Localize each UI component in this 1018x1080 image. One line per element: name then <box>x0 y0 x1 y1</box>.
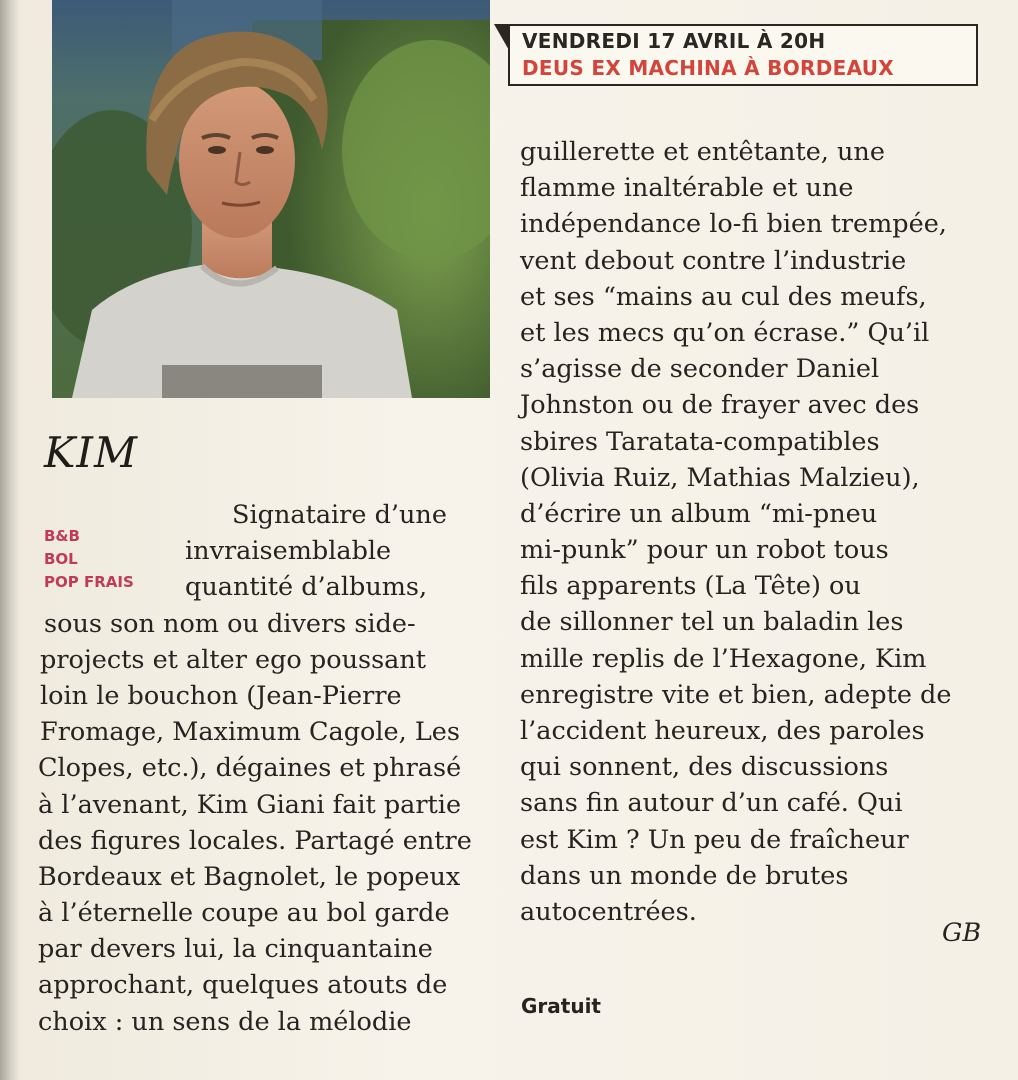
text-line: fils apparents (La Tête) ou <box>520 571 861 602</box>
text-line: l’accident heureux, des paroles <box>520 716 925 746</box>
text-line: est Kim ? Un peu de fraîcheur <box>520 824 909 855</box>
text-line: et ses “mains au cul des meufs, <box>520 281 927 312</box>
text-line: invraisemblable <box>185 536 392 567</box>
text-line: à l’éternelle coupe au bol garde <box>38 898 450 929</box>
text-line: autocentrées. <box>520 896 697 927</box>
text-line: sous son nom ou divers side- <box>44 608 416 639</box>
text-line: mi-punk” pour un robot tous <box>520 535 889 566</box>
text-line: d’écrire un album “mi-pneu <box>520 498 878 529</box>
genre-tag: BOL <box>44 550 78 568</box>
author-signature: GB <box>942 918 982 948</box>
text-line: sbires Taratata-compatibles <box>520 426 880 457</box>
text-line: vent debout contre l’industrie <box>520 245 907 276</box>
text-line: flamme inaltérable et une <box>520 173 854 204</box>
text-line: mille replis de l’Hexagone, Kim <box>520 643 927 674</box>
text-line: choix : un sens de la mélodie <box>38 1006 412 1037</box>
price-label: Gratuit <box>521 994 601 1018</box>
genre-tag: B&B <box>44 527 80 545</box>
text-line: Johnston ou de frayer avec des <box>520 390 920 421</box>
text-line: projects et alter ego poussant <box>40 644 427 675</box>
article-title: KIM <box>44 428 138 477</box>
text-line: dans un monde de brutes <box>520 860 849 891</box>
text-line: à l’avenant, Kim Giani fait partie <box>38 789 462 820</box>
text-line: qui sonnent, des discussions <box>520 752 889 783</box>
event-venue: DEUS EX MACHINA À BORDEAUX <box>522 56 895 80</box>
text-line: guillerette et entêtante, une <box>520 137 885 167</box>
text-line: et les mecs qu’on écrase.” Qu’il <box>520 317 930 348</box>
text-line: Fromage, Maximum Cagole, Les <box>40 717 460 748</box>
artist-photo <box>52 0 490 398</box>
text-line: loin le bouchon (Jean-Pierre <box>40 680 402 711</box>
text-line: (Olivia Ruiz, Mathias Malzieu), <box>520 462 920 493</box>
article-body-left-column <box>0 497 490 1040</box>
text-line: par devers lui, la cinquantaine <box>38 934 433 965</box>
genre-tag: POP FRAIS <box>44 573 134 591</box>
event-info-box <box>508 24 978 86</box>
text-line: Signataire d’une <box>232 500 447 530</box>
text-line: s’agisse de seconder Daniel <box>520 354 880 385</box>
article-body-right-column <box>520 134 990 930</box>
event-date: VENDREDI 17 AVRIL À 20H <box>522 29 826 53</box>
text-line: sans fin autour d’un café. Qui <box>520 788 903 819</box>
text-line: enregistre vite et bien, adepte de <box>520 679 952 710</box>
text-line: Clopes, etc.), dégaines et phrasé <box>38 753 462 784</box>
text-line: Bordeaux et Bagnolet, le popeux <box>38 861 461 892</box>
text-line: approchant, quelques atouts de <box>38 970 448 1001</box>
text-line: de sillonner tel un baladin les <box>520 607 904 638</box>
text-line: quantité d’albums, <box>185 572 428 603</box>
text-line: des figures locales. Partagé entre <box>38 825 472 856</box>
text-line: indépendance lo-fi bien trempée, <box>520 209 947 240</box>
